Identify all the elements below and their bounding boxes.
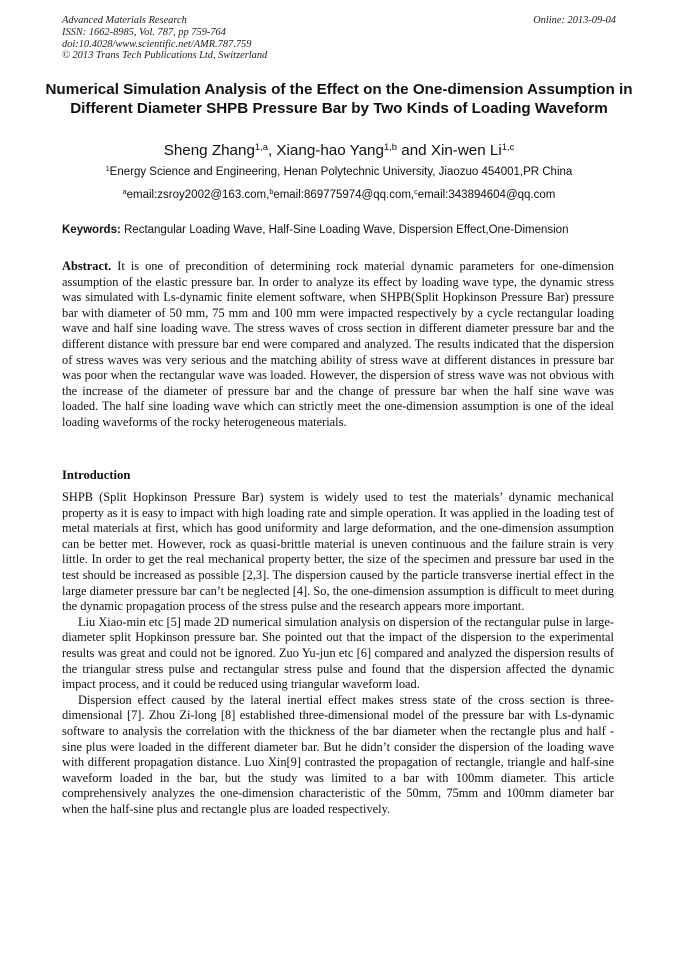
abstract-label: Abstract. (62, 259, 112, 273)
section-heading-introduction: Introduction (62, 468, 131, 482)
affiliation-text: Energy Science and Engineering, Henan Polytechnic University, Jiaozuo 454001,PR China (109, 166, 573, 178)
paper-title: Numerical Simulation Analysis of the Effect on the One-dimension Assumption in Different Diameter SHPB Pressure Bar by Two Kinds of Loading Waveform (45, 81, 633, 117)
email-superscript: a (122, 188, 127, 197)
online-date: Online: 2013-09-04 (533, 15, 616, 26)
abstract-text: It is one of precondition of determining rock material dynamic parameters for one-dimension assumption of the elastic pressure bar. In order to analyze its effect by loading wave type, the dynamic stress was simulated with Ls-dynamic finite element software, when SHPB(Split Hopkinson Pressure Bar) pressure bar with diameter of 50 mm, 75 mm and 100 mm were impacted respectively by a cycle rectangular loading wave and half sine loading wave. The stress waves of cross section in different diameter pressure bar and the different distance with pressure bar end were compared and analyzed. The results indicated that the dispersion of stress waves was very serious and the matching ability of stress wave at different distances in pressure bar was poor when the rectangular wave was loaded. However, the dispersion of stress wave was not obvious with the increase of the diameter of pressure bar and the change of pressure bar when the half sine wave was loaded. The half sine loading wave which can strictly meet the one-dimension assumption is one of the ideal loading waveforms of the rocky heterogeneous materials. (62, 259, 614, 429)
email-address: email:343894604@qq.com (417, 189, 556, 201)
email-superscript: c (414, 188, 418, 197)
affiliation-superscript: 1 (105, 165, 110, 174)
author-separator: and (397, 142, 431, 159)
paragraph: SHPB (Split Hopkinson Pressure Bar) system is widely used to test the materials’ dynamic mechanical property as it is easy to impact with high loading rate and simple operation. It was applied in the loading test of metal materials at first, which has good uniformity and large deformation, and the one-dimension assumption can be better met. However, rock as quasi-brittle material is uneven continuous and the failure strain is very little. In order to get the real mechanical property better, the size of the specimen and pressure bar used in the test should be increased as possible [2,3]. The dispersion caused by the particle transverse inertial effect in the large diameter pressure bar can’t be neglected [4]. So, the one-dimension assumption is difficult to meet during the dynamic propagation process of the stress pulse and the research appears more important. (62, 490, 614, 614)
email-superscript: b (269, 188, 274, 197)
doi-line: doi:10.4028/www.scientific.net/AMR.787.759 (62, 38, 252, 50)
keywords-text: Rectangular Loading Wave, Half-Sine Loading Wave, Dispersion Effect,One-Dimension (120, 224, 569, 236)
journal-header (62, 15, 616, 62)
copyright-line: © 2013 Trans Tech Publications Ltd, Switzerland (62, 50, 268, 62)
author-name: Sheng Zhang (163, 142, 255, 159)
email-list (40, 188, 638, 203)
author-name: Xin-wen Li (430, 142, 502, 159)
email-address: email:zsroy2002@163.com, (126, 189, 270, 201)
email-address: email:869775974@qq.com, (273, 189, 415, 201)
keywords (62, 223, 618, 238)
paragraph: Dispersion effect caused by the lateral inertial effect makes stress state of the cross section is three-dimensional [7]. Zhou Zi-long [8] established three-dimensional model of the pressure bar with Ls-dynamic software to analysis the correlation with the thickness of the bar diameter when the rectangle plus and half -sine plus were loaded in the different diameter bar. But he didn’t consider the dispersion of the loading wave with different propagation distance. Luo Xin[9] contrasted the propagation of rectangle, triangle and half-sine waveform loaded in the bar, but the study was limited to a bar with 100mm diameter. This article comprehensively analyzes the one-dimension characteristic of the 50mm, 75mm and 100mm diameter bar when the half-sine plus and rectangle plus are loaded respectively. (62, 692, 614, 816)
journal-name: Advanced Materials Research (62, 15, 187, 26)
abstract (62, 259, 614, 431)
author-separator: , (267, 142, 277, 159)
keywords-label: Keywords: (62, 224, 121, 236)
author-superscript: 1,c (501, 140, 515, 152)
paragraph: Liu Xiao-min etc [5] made 2D numerical simulation analysis on dispersion of the rectangular pulse in large-diameter split Hopkinson pressure bar. She pointed out that the impact of the dispersion to the experimental results was great and could not be ignored. Zuo Yu-jun etc [6] compared and analyzed the dispersion results of the triangular stress pulse and rectangular stress pulse and found that the dispersion affected the dynamic impact process, and it could be reduced using triangular waveform load. (62, 614, 614, 692)
affiliation (40, 165, 638, 180)
author-list (40, 141, 638, 161)
author-name: Xiang-hao Yang (276, 142, 384, 159)
author-superscript: 1,b (383, 140, 398, 152)
introduction-body (62, 490, 614, 817)
author-superscript: 1,a (254, 140, 268, 152)
issn-line: ISSN: 1662-8985, Vol. 787, pp 759-764 (62, 26, 226, 38)
